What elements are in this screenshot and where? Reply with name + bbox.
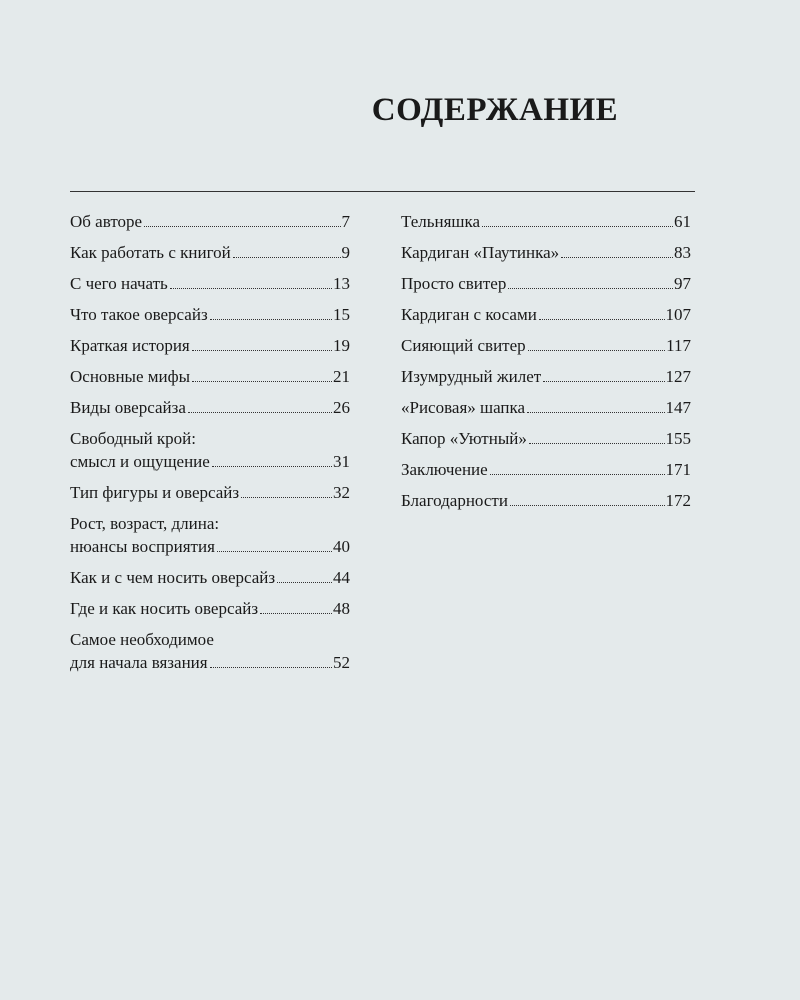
toc-entry-page-number: 147 — [665, 398, 691, 417]
toc-entry[interactable] — [70, 396, 350, 419]
toc-entry-title: Виды оверсайза — [70, 398, 186, 417]
toc-entry-page-number: 48 — [333, 599, 350, 618]
toc-entry-page-number: 127 — [665, 367, 691, 386]
dot-leader — [241, 497, 332, 498]
toc-entry-title-line: Рост, возраст, длина: — [70, 514, 220, 533]
toc-entry[interactable] — [70, 334, 350, 357]
toc-entry-page-number: 32 — [333, 483, 350, 502]
dot-leader — [188, 412, 332, 413]
page-title: СОДЕРЖАНИЕ — [371, 92, 619, 128]
toc-entry-title: С чего начать — [70, 274, 168, 293]
toc-entry-title: для начала вязания — [70, 653, 208, 672]
toc-left-column — [70, 210, 350, 682]
toc-entry[interactable] — [70, 365, 350, 388]
dot-leader — [260, 613, 332, 614]
toc-entry-title: Основные мифы — [70, 367, 191, 386]
toc-entry-page-number: 26 — [333, 398, 350, 417]
toc-entry[interactable] — [70, 597, 350, 620]
dot-leader — [277, 582, 332, 583]
toc-entry-title: Просто свитер — [401, 274, 507, 293]
toc-entry[interactable] — [401, 396, 691, 419]
toc-entry-page-number: 13 — [333, 274, 350, 293]
toc-entry[interactable] — [70, 241, 350, 264]
dot-leader — [490, 474, 665, 475]
toc-entry-page-number: 171 — [665, 460, 691, 479]
dot-leader — [528, 350, 665, 351]
toc-entry-page-number: 31 — [333, 452, 350, 471]
toc-entry-title: Как работать с книгой — [70, 243, 231, 262]
toc-entry-title: «Рисовая» шапка — [401, 398, 526, 417]
dot-leader — [217, 551, 332, 552]
toc-entry[interactable] — [401, 427, 691, 450]
toc-entry-page-number: 9 — [341, 243, 350, 262]
toc-entry-page-number: 117 — [666, 336, 691, 355]
toc-entry-page-number: 44 — [333, 568, 350, 587]
toc-entry-title: Тельняшка — [401, 212, 481, 231]
toc-entry[interactable] — [401, 365, 691, 388]
dot-leader — [210, 319, 332, 320]
dot-leader — [170, 288, 332, 289]
toc-entry-title: Кардиган «Паутинка» — [401, 243, 560, 262]
dot-leader — [192, 350, 332, 351]
dot-leader — [539, 319, 665, 320]
toc-entry[interactable] — [401, 334, 691, 357]
toc-entry[interactable] — [70, 566, 350, 589]
title-divider — [70, 191, 695, 192]
dot-leader — [543, 381, 664, 382]
toc-entry-title: Кардиган с косами — [401, 305, 537, 324]
toc-entry[interactable] — [70, 481, 350, 504]
toc-entry[interactable] — [70, 628, 350, 674]
dot-leader — [233, 257, 341, 258]
toc-entry[interactable] — [70, 272, 350, 295]
toc-entry-title: Об авторе — [70, 212, 143, 231]
toc-entry-page-number: 19 — [333, 336, 350, 355]
toc-entry[interactable] — [401, 272, 691, 295]
dot-leader — [527, 412, 664, 413]
dot-leader — [508, 288, 673, 289]
toc-entry-title: Краткая история — [70, 336, 190, 355]
dot-leader — [529, 443, 665, 444]
toc-entry-page-number: 155 — [665, 429, 691, 448]
toc-entry-title: Заключение — [401, 460, 488, 479]
toc-entry-title: Благодарности — [401, 491, 508, 510]
toc-entry-page-number: 7 — [341, 212, 350, 231]
toc-entry-title: Изумрудный жилет — [401, 367, 542, 386]
toc-entry-title-line: Самое необходимое — [70, 630, 214, 649]
toc-entry-title: смысл и ощущение — [70, 452, 210, 471]
toc-entry-page-number: 172 — [665, 491, 691, 510]
toc-entry[interactable] — [401, 210, 691, 233]
toc-entry-page-number: 107 — [665, 305, 691, 324]
toc-entry[interactable] — [70, 512, 350, 558]
toc-right-column — [401, 210, 691, 520]
toc-entry[interactable] — [401, 458, 691, 481]
toc-entry[interactable] — [401, 303, 691, 326]
toc-entry[interactable] — [401, 489, 691, 512]
toc-entry[interactable] — [401, 241, 691, 264]
dot-leader — [192, 381, 332, 382]
toc-entry-title: Сияющий свитер — [401, 336, 526, 355]
toc-entry-title-line: Свободный крой: — [70, 429, 197, 448]
toc-entry-title: Что такое оверсайз — [70, 305, 208, 324]
dot-leader — [561, 257, 673, 258]
toc-entry-page-number: 83 — [674, 243, 691, 262]
toc-entry-title: Капор «Уютный» — [401, 429, 527, 448]
dot-leader — [210, 667, 332, 668]
dot-leader — [144, 226, 340, 227]
toc-entry[interactable] — [70, 210, 350, 233]
toc-entry[interactable] — [70, 303, 350, 326]
dot-leader — [212, 466, 332, 467]
toc-entry-title: нюансы восприятия — [70, 537, 215, 556]
toc-entry-page-number: 61 — [674, 212, 691, 231]
dot-leader — [510, 505, 665, 506]
toc-entry-title: Тип фигуры и оверсайз — [70, 483, 240, 502]
toc-entry-page-number: 40 — [333, 537, 350, 556]
toc-entry-page-number: 52 — [333, 653, 350, 672]
toc-entry-title: Как и с чем носить оверсайз — [70, 568, 276, 587]
toc-entry-page-number: 97 — [674, 274, 691, 293]
toc-entry-page-number: 15 — [333, 305, 350, 324]
toc-entry-page-number: 21 — [333, 367, 350, 386]
toc-entry-title: Где и как носить оверсайз — [70, 599, 259, 618]
dot-leader — [482, 226, 673, 227]
toc-entry[interactable] — [70, 427, 350, 473]
